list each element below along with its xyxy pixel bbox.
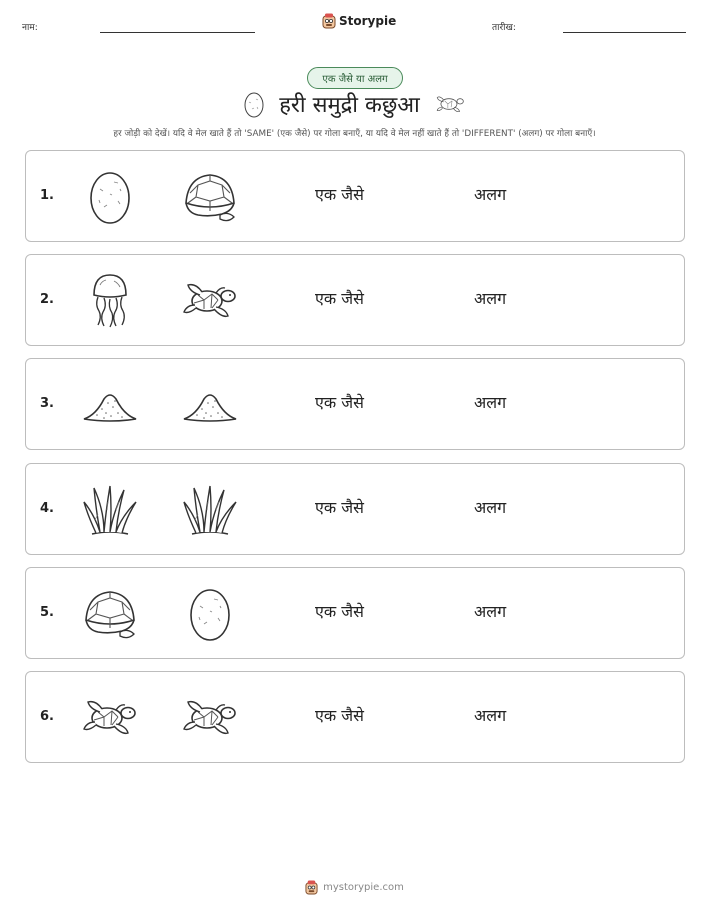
seagrass-icon [80,480,140,540]
sand-pile-icon [80,375,140,435]
egg-icon [80,167,140,227]
question-number: 1. [40,188,54,203]
storypie-mascot-icon [305,880,318,895]
question-number: 3. [40,396,54,411]
question-row [25,671,685,763]
question-row [25,358,685,450]
different-option[interactable]: अलग [474,289,507,308]
brand-name: Storypie [339,14,397,28]
sea-turtle-icon [434,93,466,115]
same-option[interactable]: एक जैसे [315,706,364,725]
question-row [25,254,685,346]
different-option[interactable]: अलग [474,706,507,725]
brand-logo [322,13,396,29]
question-row [25,463,685,555]
footer-url[interactable]: mystorypie.com [323,882,404,893]
seagrass-icon [180,480,240,540]
worksheet-type-badge: एक जैसे या अलग [307,67,403,89]
name-line[interactable] [100,32,255,33]
name-label: नाम: [22,23,38,33]
footer [0,880,709,895]
different-option[interactable]: अलग [474,185,507,204]
same-option[interactable]: एक जैसे [315,289,364,308]
sea-turtle-icon [180,271,240,331]
sea-turtle-icon [180,688,240,748]
question-number: 2. [40,292,54,307]
date-line[interactable] [563,32,686,33]
title-row [0,89,709,119]
instructions-text: हर जोड़ी को देखें। यदि वे मेल खाते हैं तो 'SAME' (एक जैसे) पर गोला बनाएँ, या यदि वे मेल नहीं खाते हैं तो 'DIFFERENT' (अलग) पर गोला बनाएँ। [113,129,596,139]
date-label: तारीख: [492,23,516,33]
question-row [25,150,685,242]
sea-turtle-icon [80,688,140,748]
same-option[interactable]: एक जैसे [315,602,364,621]
sand-pile-icon [180,375,240,435]
turtle-shell-icon [180,167,240,227]
different-option[interactable]: अलग [474,602,507,621]
storypie-mascot-icon [322,13,336,29]
same-option[interactable]: एक जैसे [315,498,364,517]
page-title: हरी समुद्री कछुआ [279,93,420,118]
same-option[interactable]: एक जैसे [315,185,364,204]
turtle-shell-icon [80,584,140,644]
question-number: 4. [40,501,54,516]
question-number: 5. [40,605,54,620]
different-option[interactable]: अलग [474,393,507,412]
question-number: 6. [40,709,54,724]
egg-icon [180,584,240,644]
question-row [25,567,685,659]
jellyfish-icon [80,271,140,331]
egg-icon [243,90,265,118]
same-option[interactable]: एक जैसे [315,393,364,412]
different-option[interactable]: अलग [474,498,507,517]
